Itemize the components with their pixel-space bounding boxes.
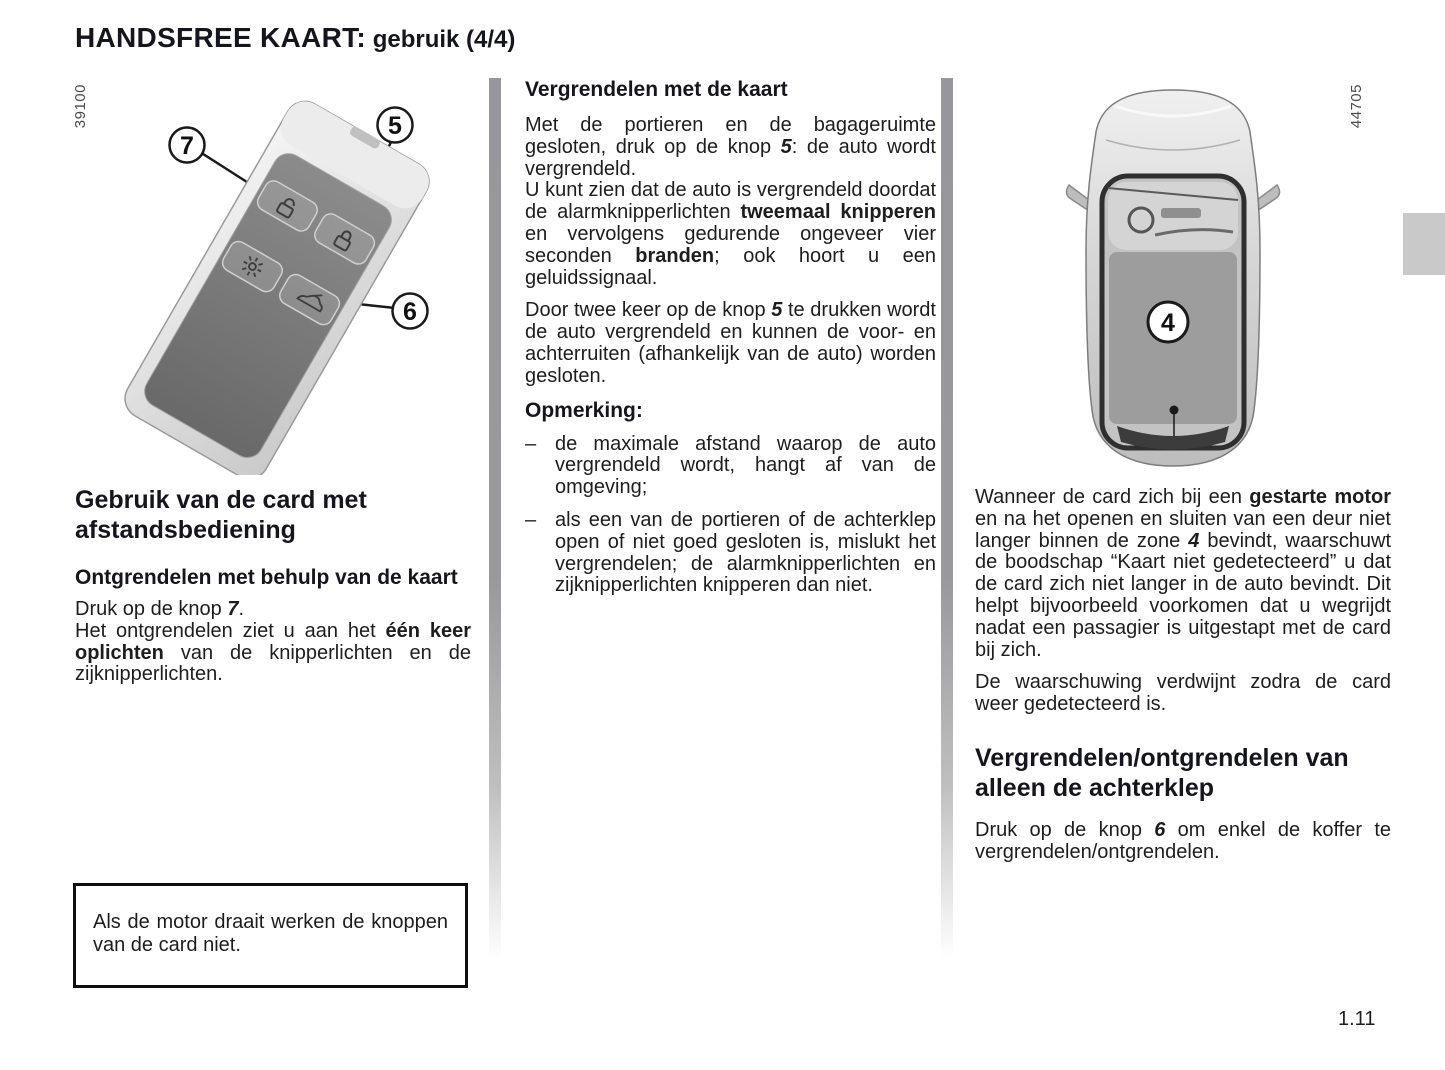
dashboard-detail xyxy=(1108,182,1238,250)
svg-text:4: 4 xyxy=(1161,309,1175,337)
car-topview-illustration xyxy=(975,80,1395,480)
chapter-edge-tab xyxy=(1403,213,1445,275)
svg-text:7: 7 xyxy=(180,132,194,160)
list-item: – als een van de portieren of de achterklep open of niet goed gesloten is, mislukt het vergrendelen; de alarmknipperlichten en zijknipperlichten knipperen dan niet. xyxy=(525,508,936,597)
callout-7 xyxy=(170,128,205,163)
page-title-sub: gebruik (4/4) xyxy=(366,26,516,53)
left-column xyxy=(75,485,471,697)
paragraph-unlock: Druk op de knop 7. Het ontgrendelen ziet u aan het één keer oplichten van de knipperlichten en de zijknipperlichten. xyxy=(75,598,471,686)
paragraph-card-detection: Wanneer de card zich bij een gestarte motor en na het openen en sluiten van een deur niet langer binnen de zone 4 bevindt, waarschuwt de boodschap “Kaart niet gedetecteerd” u dat de card zich niet langer in de auto bevindt. Dit helpt bijvoorbeeld voorkomen dat u wegrijdt nadat een passagier is uitgestapt met de card bij zich. xyxy=(975,486,1392,661)
column-separator-right xyxy=(941,78,953,986)
svg-text:5: 5 xyxy=(388,112,402,140)
subheading-unlock: Ontgrendelen met behulp van de kaart xyxy=(75,566,458,589)
button-ref-7: 7 xyxy=(227,598,239,620)
callout-6 xyxy=(393,294,428,329)
page-number: 1.11 xyxy=(1338,1008,1376,1030)
right-column xyxy=(975,487,1391,875)
button-ref-6: 6 xyxy=(1154,818,1166,841)
callout-4 xyxy=(1148,302,1188,342)
bullet-dash: – xyxy=(525,432,537,455)
paragraph-warning-clears: De waarschuwing verdwijnt zodra de card weer gedetecteerd is. xyxy=(975,671,1391,716)
section-heading-tailgate: Vergrendelen/ontgrendelen van alleen de achterklep xyxy=(975,743,1349,802)
figure-ref-car: 44705 xyxy=(1348,84,1365,129)
column-separator-left xyxy=(489,78,501,986)
subheading-lock: Vergrendelen met de kaart xyxy=(525,78,788,101)
right-mirror xyxy=(1257,185,1280,211)
subheading-remark: Opmerking: xyxy=(525,398,643,422)
paragraph-tailgate: Druk op de knop 6 om enkel de koffer te vergrendelen/ontgrendelen. xyxy=(975,818,1391,863)
svg-text:6: 6 xyxy=(403,298,417,326)
bullet-dash: – xyxy=(525,508,537,531)
callout-5 xyxy=(378,108,413,143)
warning-note-box xyxy=(73,883,468,988)
left-mirror xyxy=(1066,185,1089,211)
list-item: – de maximale afstand waarop de auto vergrendeld wordt, hangt af van de omgeving; xyxy=(525,432,936,499)
keycard-illustration xyxy=(92,85,472,475)
paragraph-lock-2: Door twee keer op de knop 5 te drukken wordt de auto vergrendeld en kunnen de voor- en achterruiten (afhankelijk van de auto) worden gesloten. xyxy=(525,299,936,387)
keycard-body xyxy=(118,93,437,475)
button-ref-5: 5 xyxy=(780,135,792,158)
button-ref-5b: 5 xyxy=(771,299,783,322)
warning-note-text: Als de motor draait werken de knoppen van de card niet. xyxy=(93,911,448,956)
figure-ref-card: 39100 xyxy=(72,84,89,129)
page-title-main: HANDSFREE KAART: xyxy=(75,22,367,53)
page-title xyxy=(75,22,515,54)
paragraph-lock-1: Met de portieren en de bagageruimte gesloten, druk op de knop 5: de auto wordt vergrendeld. U kunt zien dat de auto is vergrendeld doordat de alarmknipperlichten tweemaal knipperen en vervolgens gedurende ongeveer vier seconden branden; ook hoort u een geluidssignaal. xyxy=(525,114,936,289)
zone-ref-4: 4 xyxy=(1188,529,1200,552)
middle-column xyxy=(525,78,936,608)
section-heading-card-use: Gebruik van de card met afstandsbediening xyxy=(75,486,367,544)
